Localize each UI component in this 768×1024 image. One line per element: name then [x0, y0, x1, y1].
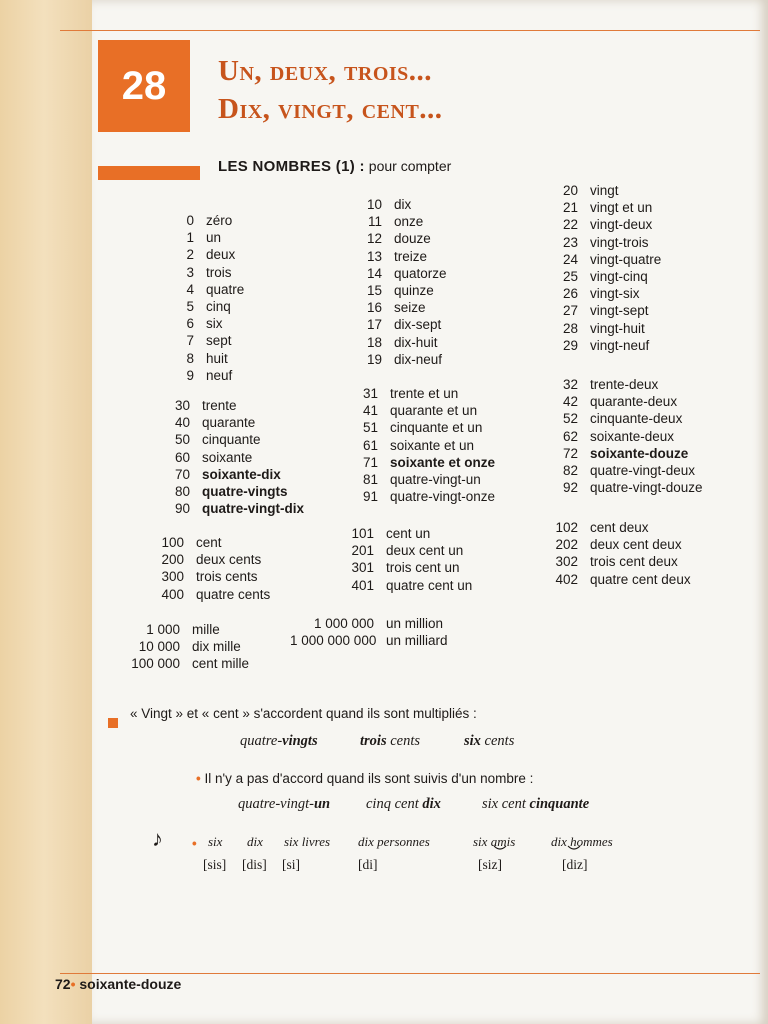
number-digits: 100 000: [131, 656, 180, 672]
number-digits: 26: [562, 286, 578, 302]
number-row: [160, 431, 304, 448]
number-row: [160, 264, 244, 281]
rule-1-example-2: trois cents: [360, 733, 421, 749]
rule-2-example-1: quatre-vingt-un: [238, 796, 331, 812]
number-word: vingt-deux: [590, 217, 653, 233]
number-digits: 12: [366, 231, 382, 247]
number-digits: 20: [562, 183, 578, 198]
rule-1-example-1: quatre-vingts: [240, 733, 318, 749]
number-word: cinquante: [202, 432, 261, 448]
number-digits: 30: [174, 398, 190, 413]
number-row: [548, 337, 661, 354]
number-row: [548, 199, 661, 216]
number-word: seize: [394, 300, 426, 316]
number-digits: 4: [186, 281, 194, 297]
number-row: [160, 483, 304, 500]
number-row: [548, 285, 661, 302]
number-word: dix-sept: [394, 317, 442, 333]
number-word: neuf: [206, 367, 233, 383]
number-word: un million: [386, 616, 444, 631]
number-row: [128, 621, 249, 638]
number-word: sept: [206, 333, 232, 349]
number-row: [152, 551, 270, 568]
twenties-column: [548, 182, 661, 354]
pron-word-6: dix hommes: [551, 834, 613, 849]
number-word: trente et un: [390, 386, 459, 401]
pron-ipa-1: [sis]: [203, 857, 227, 872]
number-word: soixante: [202, 449, 253, 465]
liaison-arc-icon: [567, 845, 581, 851]
number-row: [160, 332, 244, 349]
rule-2-example-2: cinq cent dix: [366, 796, 441, 812]
number-word: quatre-vingts: [202, 483, 288, 499]
hundreds-plus-one-column: [348, 525, 472, 594]
number-word: dix-huit: [394, 334, 438, 350]
number-row: [290, 632, 448, 649]
number-row: [548, 302, 661, 319]
number-word: trente: [202, 398, 237, 413]
number-word: vingt-quatre: [590, 251, 662, 267]
number-word: vingt-trois: [590, 234, 649, 250]
number-word: cent mille: [192, 656, 250, 672]
number-digits: 2: [186, 247, 194, 263]
number-digits: 81: [362, 471, 378, 487]
number-word: quarante: [202, 415, 256, 431]
number-word: dix mille: [192, 639, 241, 655]
number-digits: 11: [367, 214, 382, 230]
number-word: zéro: [206, 213, 233, 228]
number-word: deux cent deux: [590, 537, 682, 553]
number-digits: 61: [362, 437, 378, 453]
number-word: quatorze: [394, 265, 447, 281]
section-subtitle: pour compter: [368, 158, 452, 174]
number-digits: 400: [161, 586, 184, 602]
pron-word-1: six: [208, 834, 223, 849]
rule-2-text: • Il n'y a pas d'accord quand ils sont suivis d'un nombre :: [196, 771, 534, 786]
number-row: [160, 414, 304, 431]
chapter-number: 28: [98, 40, 190, 132]
number-row: [358, 230, 447, 247]
number-digits: 200: [161, 552, 184, 568]
number-word: quatre: [206, 281, 245, 297]
number-digits: 1 000 000 000: [290, 633, 377, 649]
number-row: [160, 281, 244, 298]
number-row: [348, 525, 472, 542]
number-row: [160, 449, 304, 466]
pron-ipa-3: [si]: [282, 857, 300, 872]
number-row: [160, 298, 244, 315]
number-row: [128, 655, 249, 672]
number-word: trois cents: [196, 569, 258, 585]
section-title: LES NOMBRES (1) :: [218, 158, 365, 175]
chapter-title-line-1: Un, deux, trois...: [218, 55, 433, 87]
number-digits: 23: [562, 234, 578, 250]
number-word: douze: [394, 231, 431, 247]
number-digits: 51: [362, 420, 378, 436]
number-word: trois cent deux: [590, 554, 678, 570]
number-word: quatre-vingt-dix: [202, 501, 305, 517]
number-word: trois: [206, 264, 232, 280]
number-word: quarante-deux: [590, 394, 678, 410]
number-word: six: [206, 316, 223, 332]
number-digits: 301: [351, 560, 374, 576]
number-row: [542, 553, 691, 570]
pron-word-3: six livres: [284, 834, 331, 849]
number-row: [548, 479, 703, 496]
number-digits: 52: [562, 411, 578, 427]
number-digits: 50: [174, 432, 190, 448]
number-word: soixante-douze: [590, 445, 689, 461]
number-digits: 42: [562, 394, 578, 410]
thousands-column: [128, 621, 249, 673]
number-digits: 90: [174, 501, 190, 517]
number-word: cinq: [206, 298, 231, 314]
number-digits: 72: [562, 445, 578, 461]
number-digits: 201: [351, 543, 374, 559]
section-bar: [98, 166, 200, 180]
number-word: vingt-huit: [590, 320, 645, 336]
number-word: cent: [196, 535, 222, 550]
number-digits: 100: [161, 535, 184, 550]
number-word: quatre-vingt-onze: [390, 489, 496, 505]
number-row: [548, 462, 703, 479]
number-digits: 21: [562, 200, 578, 216]
number-word: soixante et onze: [390, 454, 496, 470]
number-digits: 16: [366, 300, 382, 316]
number-word: un milliard: [386, 633, 448, 649]
number-word: cinquante-deux: [590, 411, 683, 427]
number-row: [548, 268, 661, 285]
number-word: deux cent un: [386, 543, 464, 559]
number-digits: 15: [366, 282, 382, 298]
number-row: [358, 196, 447, 213]
number-row: [160, 367, 244, 384]
number-digits: 29: [562, 337, 578, 353]
number-digits: 401: [351, 577, 374, 593]
number-row: [542, 536, 691, 553]
number-digits: 202: [555, 537, 578, 553]
number-digits: 18: [366, 334, 382, 350]
number-digits: 14: [366, 265, 382, 281]
pron-ipa-4: [di]: [358, 857, 378, 872]
number-row: [548, 445, 703, 462]
number-row: [548, 393, 703, 410]
pron-word-5: six amis: [473, 834, 516, 849]
number-word: quinze: [394, 282, 434, 298]
number-word: cent un: [386, 526, 431, 541]
number-digits: 1: [186, 230, 194, 246]
bullet-icon: •: [196, 771, 205, 786]
number-row: [548, 428, 703, 445]
rule-2-example-3: six cent cinquante: [482, 796, 590, 812]
number-row: [358, 351, 447, 368]
number-row: [358, 488, 495, 505]
number-digits: 101: [351, 526, 374, 541]
number-row: [548, 320, 661, 337]
number-row: [358, 385, 495, 402]
number-row: [548, 216, 661, 233]
number-digits: 82: [562, 462, 578, 478]
number-digits: 9: [186, 367, 194, 383]
number-word: quatre cent un: [386, 577, 473, 593]
number-word: trois cent un: [386, 560, 460, 576]
number-row: [358, 454, 495, 471]
hundreds-column: [152, 534, 270, 603]
number-row: [160, 229, 244, 246]
number-digits: 13: [366, 248, 382, 264]
number-row: [548, 251, 661, 268]
number-digits: 27: [562, 303, 578, 319]
rule-square-icon: [108, 718, 118, 728]
number-word: trente-deux: [590, 377, 659, 392]
pron-ipa-5: [siz]: [478, 857, 502, 872]
number-word: cinquante et un: [390, 420, 483, 436]
number-digits: 300: [161, 569, 184, 585]
number-digits: 302: [555, 554, 578, 570]
number-digits: 60: [174, 449, 190, 465]
bullet-icon: •: [70, 976, 76, 992]
number-row: [348, 542, 472, 559]
number-row: [290, 615, 448, 632]
number-row: [348, 577, 472, 594]
number-word: cent deux: [590, 520, 649, 535]
number-row: [152, 568, 270, 585]
number-digits: 80: [174, 483, 190, 499]
rule-1-example-3: six cents: [464, 733, 515, 749]
number-row: [160, 500, 304, 517]
liaison-arc-icon: [493, 845, 507, 851]
number-word: soixante et un: [390, 437, 475, 453]
page-number-words: soixante-douze: [79, 976, 182, 992]
number-row: [160, 246, 244, 263]
number-digits: 40: [174, 415, 190, 431]
number-digits: 1 000 000: [313, 616, 374, 631]
page-footer: [55, 976, 181, 992]
music-note-icon: ♪: [152, 826, 163, 851]
number-digits: 32: [562, 377, 578, 392]
number-digits: 7: [186, 333, 194, 349]
number-word: deux: [206, 247, 236, 263]
pron-word-2: dix: [247, 834, 263, 849]
number-digits: 6: [186, 316, 194, 332]
number-row: [358, 248, 447, 265]
number-digits: 102: [555, 520, 578, 535]
number-row: [548, 376, 703, 393]
number-row: [348, 559, 472, 576]
pron-word-4: dix personnes: [358, 834, 430, 849]
number-digits: 62: [562, 428, 578, 444]
large-numbers-column: [290, 615, 448, 649]
number-row: [548, 234, 661, 251]
number-word: quatre cent deux: [590, 571, 691, 587]
number-digits: 31: [362, 386, 378, 401]
number-word: treize: [394, 248, 428, 264]
number-row: [160, 466, 304, 483]
number-word: quatre cents: [196, 586, 271, 602]
number-row: [358, 419, 495, 436]
number-word: vingt-cinq: [590, 268, 648, 284]
number-digits: 17: [366, 317, 382, 333]
number-row: [152, 586, 270, 603]
number-digits: 28: [562, 320, 578, 336]
number-word: un: [206, 230, 222, 246]
number-row: [358, 282, 447, 299]
number-word: huit: [206, 350, 228, 366]
units-column: [160, 212, 244, 384]
number-row: [358, 334, 447, 351]
chapter-title-line-2: Dix, vingt, cent...: [218, 93, 443, 125]
number-word: quarante et un: [390, 403, 478, 419]
number-digits: 10 000: [138, 639, 180, 655]
number-row: [160, 315, 244, 332]
number-word: deux cents: [196, 552, 262, 568]
number-digits: 3: [186, 264, 194, 280]
number-row: [548, 182, 661, 199]
number-digits: 10: [366, 197, 382, 212]
hundreds-plus-two-column: [542, 519, 691, 588]
number-word: mille: [192, 622, 220, 637]
number-digits: 0: [186, 213, 194, 228]
number-word: dix-neuf: [394, 351, 443, 367]
number-word: quatre-vingt-un: [390, 471, 481, 487]
number-word: vingt et un: [590, 200, 653, 216]
number-word: vingt-neuf: [590, 337, 650, 353]
number-digits: 5: [186, 298, 194, 314]
number-digits: 24: [562, 251, 578, 267]
pron-ipa-2: [dis]: [242, 857, 267, 872]
number-row: [358, 213, 447, 230]
number-row: [542, 571, 691, 588]
number-word: quatre-vingt-douze: [590, 480, 703, 496]
number-digits: 25: [562, 268, 578, 284]
number-digits: 1 000: [146, 622, 180, 637]
number-row: [548, 410, 703, 427]
number-digits: 92: [562, 480, 578, 496]
number-row: [358, 265, 447, 282]
page-number: 72: [55, 976, 71, 992]
bullet-icon: •: [192, 836, 197, 851]
number-row: [358, 402, 495, 419]
section-heading: [218, 158, 451, 176]
number-digits: 402: [555, 571, 578, 587]
number-digits: 70: [174, 466, 190, 482]
number-word: vingt-six: [590, 286, 640, 302]
number-row: [152, 534, 270, 551]
number-row: [542, 519, 691, 536]
number-digits: 22: [562, 217, 578, 233]
number-word: vingt-sept: [590, 303, 649, 319]
teens-column: [358, 196, 447, 368]
number-digits: 19: [366, 351, 382, 367]
number-row: [358, 471, 495, 488]
number-row: [160, 350, 244, 367]
number-digits: 41: [362, 403, 378, 419]
number-row: [128, 638, 249, 655]
number-word: soixante-dix: [202, 466, 281, 482]
tens-column: [160, 397, 304, 517]
tens-plus-one-column: [358, 385, 495, 505]
number-word: onze: [394, 214, 424, 230]
number-word: dix: [394, 197, 412, 212]
number-digits: 8: [186, 350, 194, 366]
number-digits: 91: [362, 489, 378, 505]
number-word: quatre-vingt-deux: [590, 462, 696, 478]
number-digits: 71: [362, 454, 378, 470]
number-row: [358, 437, 495, 454]
number-row: [160, 397, 304, 414]
number-row: [358, 299, 447, 316]
rule-1-text: « Vingt » et « cent » s'accordent quand ils sont multipliés :: [130, 706, 477, 721]
tens-plus-two-column: [548, 376, 703, 496]
number-row: [160, 212, 244, 229]
number-row: [358, 316, 447, 333]
number-word: soixante-deux: [590, 428, 675, 444]
number-word: vingt: [590, 183, 619, 198]
pron-ipa-6: [diz]: [562, 857, 588, 872]
